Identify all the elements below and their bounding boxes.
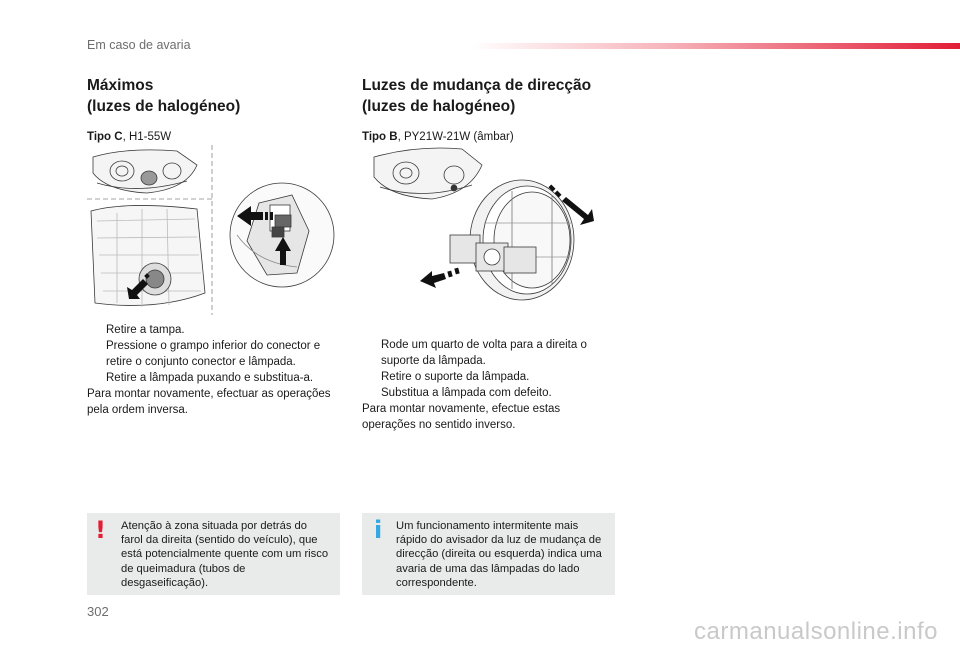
right-closing bbox=[362, 401, 612, 433]
right-type-value: , PY21W-21W (âmbar) bbox=[397, 131, 514, 143]
right-section-title bbox=[362, 75, 622, 117]
right-bulb-type bbox=[362, 131, 622, 143]
right-step-1-text: Rode um quarto de volta para a direita o suporte da lâmpada. bbox=[381, 339, 587, 367]
right-step-2 bbox=[362, 369, 612, 385]
right-column bbox=[362, 75, 622, 143]
right-info-text: Um funcionamento intermitente mais rápido do avisador da luz de mudança de direcção (direita ou esquerda) indica uma avaria de uma das lâmpadas do lado correspondente. bbox=[396, 520, 602, 589]
header-section-title: Em caso de avaria bbox=[87, 38, 191, 52]
left-warning-text: Atenção à zona situada por detrás do farol da direita (sentido do veículo), que está potencialmente quente com um risco de queimadura (tubos de desgaseificação). bbox=[121, 520, 329, 589]
left-type-value: , H1-55W bbox=[122, 131, 172, 143]
left-step-2-text: Pressione o grampo inferior do conector e retire o conjunto conector e lâmpada. bbox=[106, 340, 321, 368]
right-step-3-text: Substitua a lâmpada com defeito. bbox=[381, 387, 552, 399]
right-step-3 bbox=[362, 385, 612, 401]
left-bulb-type bbox=[87, 131, 347, 143]
header-accent-bar bbox=[470, 43, 960, 49]
left-step-1 bbox=[87, 322, 342, 338]
left-type-label: Tipo C bbox=[87, 131, 123, 143]
right-title-line2: (luzes de halogéneo) bbox=[362, 98, 516, 115]
left-step-3-text: Retire a lâmpada puxando e substitua-a. bbox=[106, 372, 314, 384]
right-steps-list bbox=[362, 337, 612, 433]
left-title-line1: Máximos bbox=[87, 77, 154, 94]
right-step-2-text: Retire o suporte da lâmpada. bbox=[381, 371, 530, 383]
watermark: carmanualsonline.info bbox=[694, 618, 938, 645]
left-step-3 bbox=[87, 370, 342, 386]
left-closing bbox=[87, 386, 342, 418]
right-closing-text: Para montar novamente, efectue estas operações no sentido inverso. bbox=[362, 403, 561, 431]
info-icon: i bbox=[374, 516, 383, 544]
left-warning-note bbox=[87, 513, 340, 595]
right-type-label: Tipo B bbox=[362, 131, 398, 143]
warning-icon: ! bbox=[95, 516, 106, 544]
page-number: 302 bbox=[87, 604, 109, 619]
left-step-2 bbox=[87, 338, 342, 370]
left-column bbox=[87, 75, 347, 143]
left-steps-list bbox=[87, 322, 342, 418]
right-title-line1: Luzes de mudança de direcção bbox=[362, 77, 592, 94]
right-info-note bbox=[362, 513, 615, 595]
left-closing-text: Para montar novamente, efectuar as operações pela ordem inversa. bbox=[87, 388, 331, 416]
turn-signal-illustration bbox=[362, 143, 612, 318]
headlamp-high-beam-illustration bbox=[87, 143, 337, 318]
left-section-title bbox=[87, 75, 347, 117]
right-step-1 bbox=[362, 337, 612, 369]
left-title-line2: (luzes de halogéneo) bbox=[87, 98, 241, 115]
left-step-1-text: Retire a tampa. bbox=[106, 324, 185, 336]
